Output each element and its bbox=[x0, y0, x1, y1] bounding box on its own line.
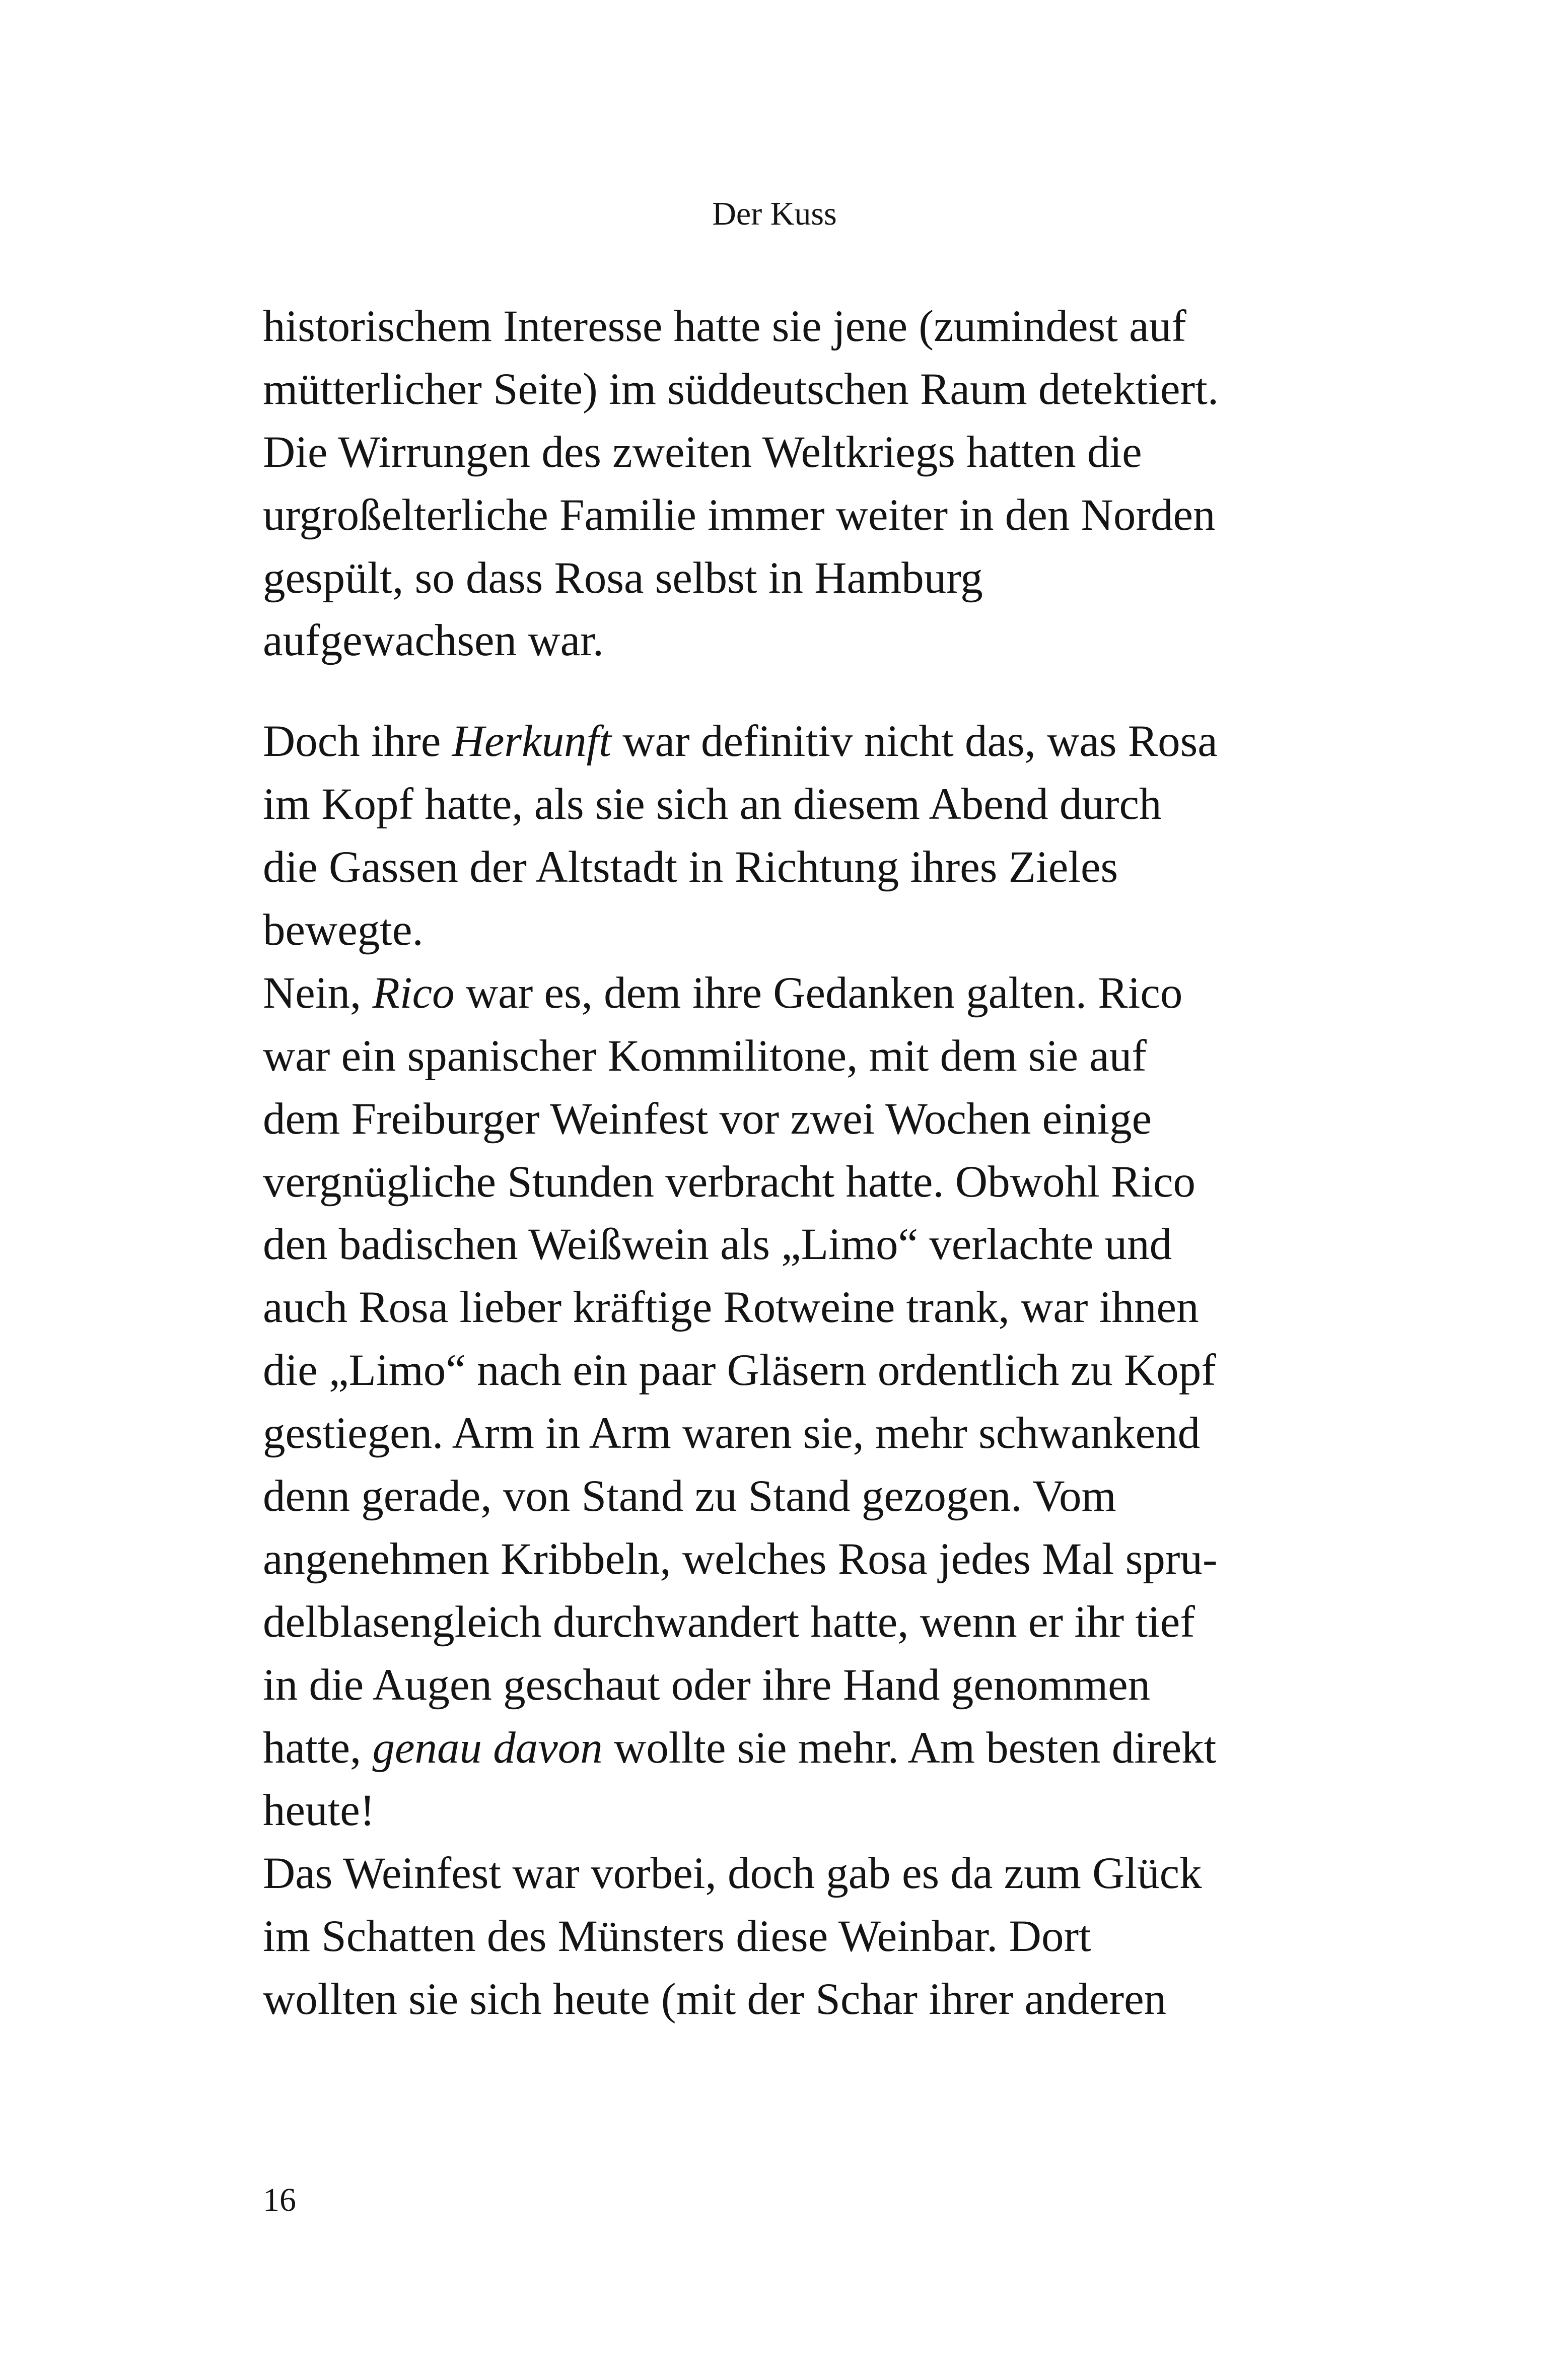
text-segment: mütterlicher Seite) im süddeutschen Raum detektiert. bbox=[263, 364, 1219, 414]
text-segment: urgroßelterliche Familie immer weiter in den Norden bbox=[263, 490, 1216, 540]
text-segment: vergnügliche Stunden verbracht hatte. Obwohl Rico bbox=[263, 1157, 1196, 1207]
emphasis-text: genau davon bbox=[372, 1723, 603, 1773]
text-line bbox=[263, 902, 1275, 965]
text-line bbox=[263, 1468, 1275, 1531]
text-line bbox=[263, 1343, 1275, 1406]
text-segment: Das Weinfest war vorbei, doch gab es da zum Glück bbox=[263, 1849, 1202, 1899]
text-line bbox=[263, 777, 1275, 839]
text-segment: denn gerade, von Stand zu Stand gezogen. Vom bbox=[263, 1472, 1116, 1521]
text-segment: im Schatten des Münsters diese Weinbar. Dort bbox=[263, 1912, 1091, 1962]
text-segment: im Kopf hatte, als sie sich an diesem Abend durch bbox=[263, 780, 1162, 829]
text-segment: Doch ihre bbox=[263, 717, 452, 766]
text-segment: Nein, bbox=[263, 968, 373, 1018]
text-line bbox=[263, 1972, 1275, 2035]
text-segment: heute! bbox=[263, 1786, 375, 1836]
text-line bbox=[263, 1846, 1275, 1909]
text-segment: delblasengleich durchwandert hatte, wenn er ihr tief bbox=[263, 1597, 1195, 1647]
text-line bbox=[263, 299, 1275, 362]
text-line bbox=[263, 487, 1275, 550]
text-line bbox=[263, 1406, 1275, 1468]
text-segment: hatte, bbox=[263, 1723, 373, 1773]
text-line bbox=[263, 1720, 1275, 1783]
body-text bbox=[263, 299, 1275, 2035]
text-segment: die Gassen der Altstadt in Richtung ihres Zieles bbox=[263, 843, 1118, 892]
text-line bbox=[263, 425, 1275, 487]
running-header: Der Kuss bbox=[712, 195, 837, 232]
text-line bbox=[263, 1280, 1275, 1343]
text-segment: wollten sie sich heute (mit der Schar ihrer anderen bbox=[263, 1975, 1167, 2024]
text-line bbox=[263, 1909, 1275, 1972]
text-line bbox=[263, 714, 1275, 777]
text-segment: angenehmen Kribbeln, welches Rosa jedes Mal spru- bbox=[263, 1534, 1218, 1584]
text-line bbox=[263, 1531, 1275, 1594]
text-segment: war definitiv nicht das, was Rosa bbox=[611, 717, 1218, 766]
text-segment: war ein spanischer Kommilitone, mit dem sie auf bbox=[263, 1031, 1147, 1081]
text-segment: wollte sie mehr. Am besten direkt bbox=[602, 1723, 1217, 1773]
text-segment: gespült, so dass Rosa selbst in Hamburg bbox=[263, 553, 983, 603]
text-line bbox=[263, 362, 1275, 425]
emphasis-text: Herkunft bbox=[452, 717, 612, 766]
text-segment: dem Freiburger Weinfest vor zwei Wochen einige bbox=[263, 1094, 1152, 1144]
text-line bbox=[263, 1594, 1275, 1657]
text-segment: die „Limo“ nach ein paar Gläsern ordentlich zu Kopf bbox=[263, 1346, 1216, 1395]
text-segment: historischem Interesse hatte sie jene (zumindest auf bbox=[263, 302, 1186, 351]
text-line bbox=[263, 965, 1275, 1028]
text-segment: den badischen Weißwein als „Limo“ verlachte und bbox=[263, 1220, 1172, 1270]
text-segment: gestiegen. Arm in Arm waren sie, mehr schwankend bbox=[263, 1409, 1201, 1458]
text-segment: Die Wirrungen des zweiten Weltkriegs hatten die bbox=[263, 427, 1142, 477]
text-segment: war es, dem ihre Gedanken galten. Rico bbox=[454, 968, 1183, 1018]
emphasis-text: Rico bbox=[372, 968, 455, 1018]
text-line bbox=[263, 1028, 1275, 1091]
text-line bbox=[263, 613, 1275, 676]
text-line bbox=[263, 839, 1275, 902]
text-line bbox=[263, 1657, 1275, 1720]
text-line bbox=[263, 1783, 1275, 1846]
text-segment: auch Rosa lieber kräftige Rotweine trank, war ihnen bbox=[263, 1283, 1199, 1333]
text-line bbox=[263, 1217, 1275, 1280]
page-number: 16 bbox=[263, 2182, 296, 2218]
text-line bbox=[263, 550, 1275, 613]
text-segment: in die Augen geschaut oder ihre Hand genommen bbox=[263, 1660, 1151, 1710]
text-segment: bewegte. bbox=[263, 905, 424, 955]
text-line bbox=[263, 1154, 1275, 1217]
text-segment: aufgewachsen war. bbox=[263, 616, 604, 666]
text-line bbox=[263, 1091, 1275, 1154]
